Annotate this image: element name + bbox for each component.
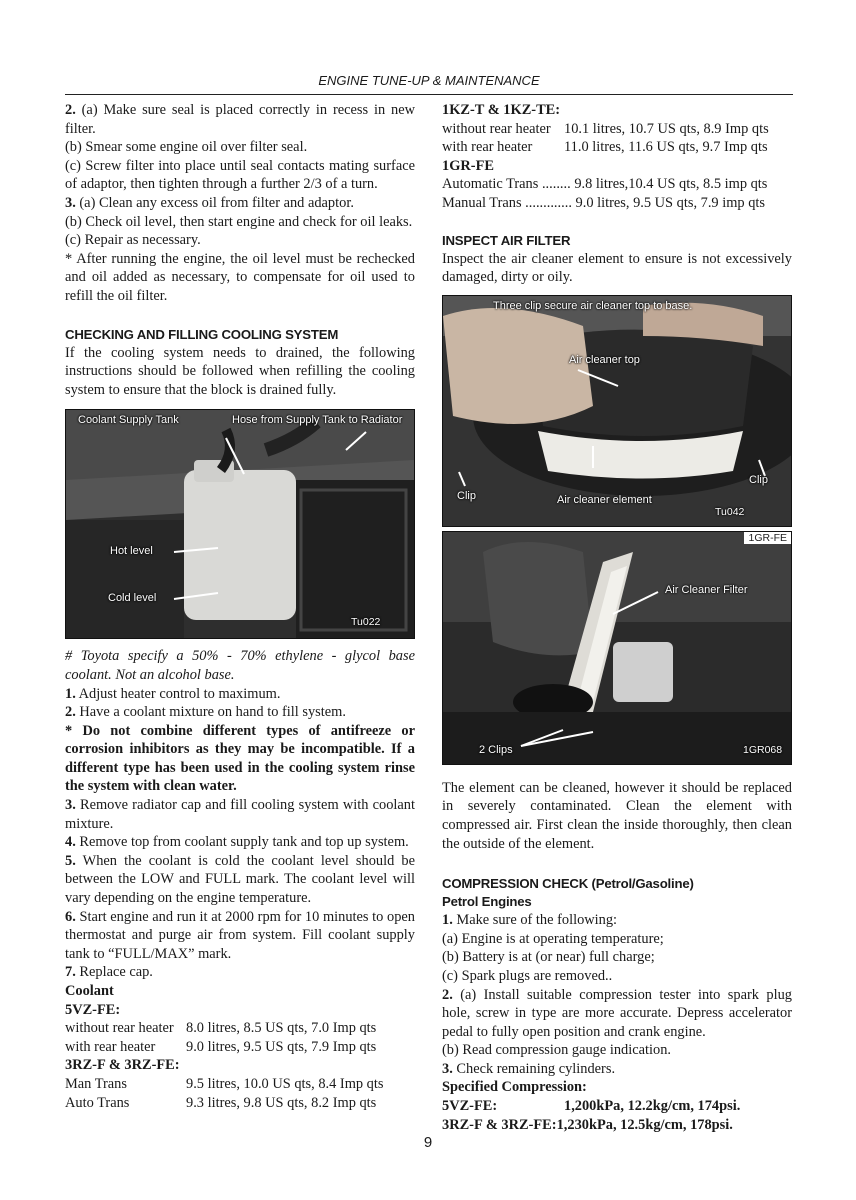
spec-heading: Specified Compression:: [442, 1079, 587, 1096]
cool-step-1: 1. Adjust heater control to maximum.: [65, 685, 281, 702]
compression-heading: COMPRESSION CHECK (Petrol/Gasoline): [442, 876, 694, 892]
engine-badge: 1GR-FE: [744, 532, 791, 544]
comp-step-1c: (c) Spark plugs are removed..: [442, 967, 613, 984]
photo-code: 1GR068: [743, 743, 783, 756]
engine-5vz: 5VZ-FE:: [65, 1001, 121, 1018]
intro-note: * After running the engine, the oil level must be rechecked and oil added as necessary, to compensate for oil used to refill the oil filter.: [65, 250, 415, 304]
coolant-tank-photo: [65, 409, 415, 639]
cool-step-7: 7. Replace cap.: [65, 964, 153, 981]
label-cold-level: Cold level: [108, 592, 157, 605]
page-number: 9: [423, 1134, 433, 1151]
comp-step-1b: (b) Battery is at (or near) full charge;: [442, 949, 655, 966]
comp-step-3: 3. Check remaining cylinders.: [442, 1060, 616, 1077]
engine-3rz: 3RZ-F & 3RZ-FE:: [65, 1057, 180, 1074]
comp-step-2b: (b) Read compression gauge indication.: [442, 1042, 671, 1059]
photo-code: Tu022: [351, 616, 381, 629]
intro-step-3a: 3. (a) Clean any excess oil from filter and adaptor.: [65, 194, 354, 211]
label-air-cleaner-element: Air cleaner element: [557, 493, 652, 506]
comp-step-2: 2. (a) Install suitable compression tester into spark plug hole, screw in type are more accurate. Depress accelerator pedal to fully open position and crank engine.: [442, 986, 792, 1040]
spec-row: without rear heater 10.1 litres, 10.7 US qts, 8.9 Imp qts: [442, 120, 769, 137]
air-filter-photo: [442, 531, 792, 765]
coolant-note: # Toyota specify a 50% - 70% ethylene - glycol base coolant. Not an alcohol base.: [65, 648, 415, 683]
label-hot-level: Hot level: [110, 545, 153, 558]
spec-row: 3RZ-F & 3RZ-FE: 1,230kPa, 12.5kg/cm, 178psi.: [442, 1116, 733, 1133]
compression-subheading: Petrol Engines: [442, 894, 532, 910]
engine-1kz: 1KZ-T & 1KZ-TE:: [442, 102, 561, 118]
label-air-cleaner-top: Air cleaner top: [569, 353, 640, 366]
cool-step-5: 5. When the coolant is cold the coolant level should be between the LOW and FULL mark. The coolant level will vary depending on the engine temperature.: [65, 852, 415, 907]
intro-step-2c: (c) Screw filter into place until seal contacts mating surface of adaptor, then tighten through a further 2/3 of a turn.: [65, 157, 415, 193]
spec-row: Manual Trans ............. 9.0 litres, 9.5 US qts, 7.9 imp qts: [442, 194, 766, 211]
air-filter-text: The element can be cleaned, however it should be replaced in severely contaminated. Clean the element with compressed air. First clean the inside thoroughly, then clean the outside of the element.: [442, 779, 792, 852]
coolant-heading: Coolant: [65, 983, 114, 999]
spec-row: with rear heater 11.0 litres, 11.6 US qts, 9.7 Imp qts: [442, 139, 768, 156]
air-cleaner-photo: [442, 295, 792, 527]
air-filter-intro: Inspect the air cleaner element to ensure is not excessively damaged, dirty or oily.: [442, 250, 792, 286]
intro-step-3b: (b) Check oil level, then start engine and check for oil leaks.: [65, 213, 413, 230]
air-filter-heading: INSPECT AIR FILTER: [442, 232, 571, 248]
label-hose: Hose from Supply Tank to Radiator: [232, 414, 403, 427]
label-2-clips: 2 Clips: [479, 743, 513, 756]
spec-row: Automatic Trans ........ 9.8 litres,10.4 US qts, 8.5 imp qts: [442, 176, 768, 193]
intro-step-3c: (c) Repair as necessary.: [65, 232, 201, 249]
spec-row: without rear heater 8.0 litres, 8.5 US qts, 7.0 Imp qts: [65, 1020, 377, 1037]
intro-step-2b: (b) Smear some engine oil over filter seal.: [65, 139, 308, 156]
comp-step-1: 1. Make sure of the following:: [442, 912, 618, 929]
label-three-clip: Three clip secure air cleaner top to base.: [493, 299, 693, 312]
label-air-cleaner-filter: Air Cleaner Filter: [665, 583, 748, 596]
label-clip-left: Clip: [457, 489, 476, 502]
comp-step-1a: (a) Engine is at operating temperature;: [442, 930, 664, 947]
label-clip-right: Clip: [749, 473, 768, 486]
engine-1gr: 1GR-FE: [442, 157, 494, 174]
cool-step-4: 4. Remove top from coolant supply tank and top up system.: [65, 834, 409, 851]
cooling-heading: CHECKING AND FILLING COOLING SYSTEM: [65, 326, 339, 342]
cool-step-3: 3. Remove radiator cap and fill cooling system with coolant mixture.: [65, 797, 415, 832]
spec-row: 5VZ-FE: 1,200kPa, 12.2kg/cm, 174psi.: [442, 1098, 741, 1115]
intro-step-2a: 2. (a) Make sure seal is placed correctly in recess in new filter.: [65, 102, 415, 137]
spec-row: Man Trans 9.5 litres, 10.0 US qts, 8.4 Imp qts: [65, 1075, 384, 1092]
spec-row: Auto Trans 9.3 litres, 9.8 US qts, 8.2 Imp qts: [65, 1094, 377, 1111]
label-coolant-tank: Coolant Supply Tank: [78, 414, 179, 427]
page-header: ENGINE TUNE-UP & MAINTENANCE: [65, 72, 793, 95]
right-column: [442, 101, 792, 1134]
photo-code: Tu042: [715, 505, 745, 518]
left-column: [65, 101, 415, 1112]
cool-step-2: 2. Have a coolant mixture on hand to fill system.: [65, 704, 346, 721]
cooling-intro: If the cooling system needs to drained, the following instructions should be followed when refilling the cooling system to ensure that the block is drained fully.: [65, 344, 415, 398]
cool-step-6: 6. Start engine and run it at 2000 rpm for 10 minutes to open thermostat and purge air from system. Fill coolant supply tank to “FULL/MAX” mark.: [65, 908, 415, 962]
spec-row: with rear heater 9.0 litres, 9.5 US qts, 7.9 Imp qts: [65, 1038, 377, 1055]
cool-warning: * Do not combine different types of antifreeze or corrosion inhibitors as they may be incompatible. If a different type has been used in the cooling system rinse the system with clean water.: [65, 722, 415, 795]
